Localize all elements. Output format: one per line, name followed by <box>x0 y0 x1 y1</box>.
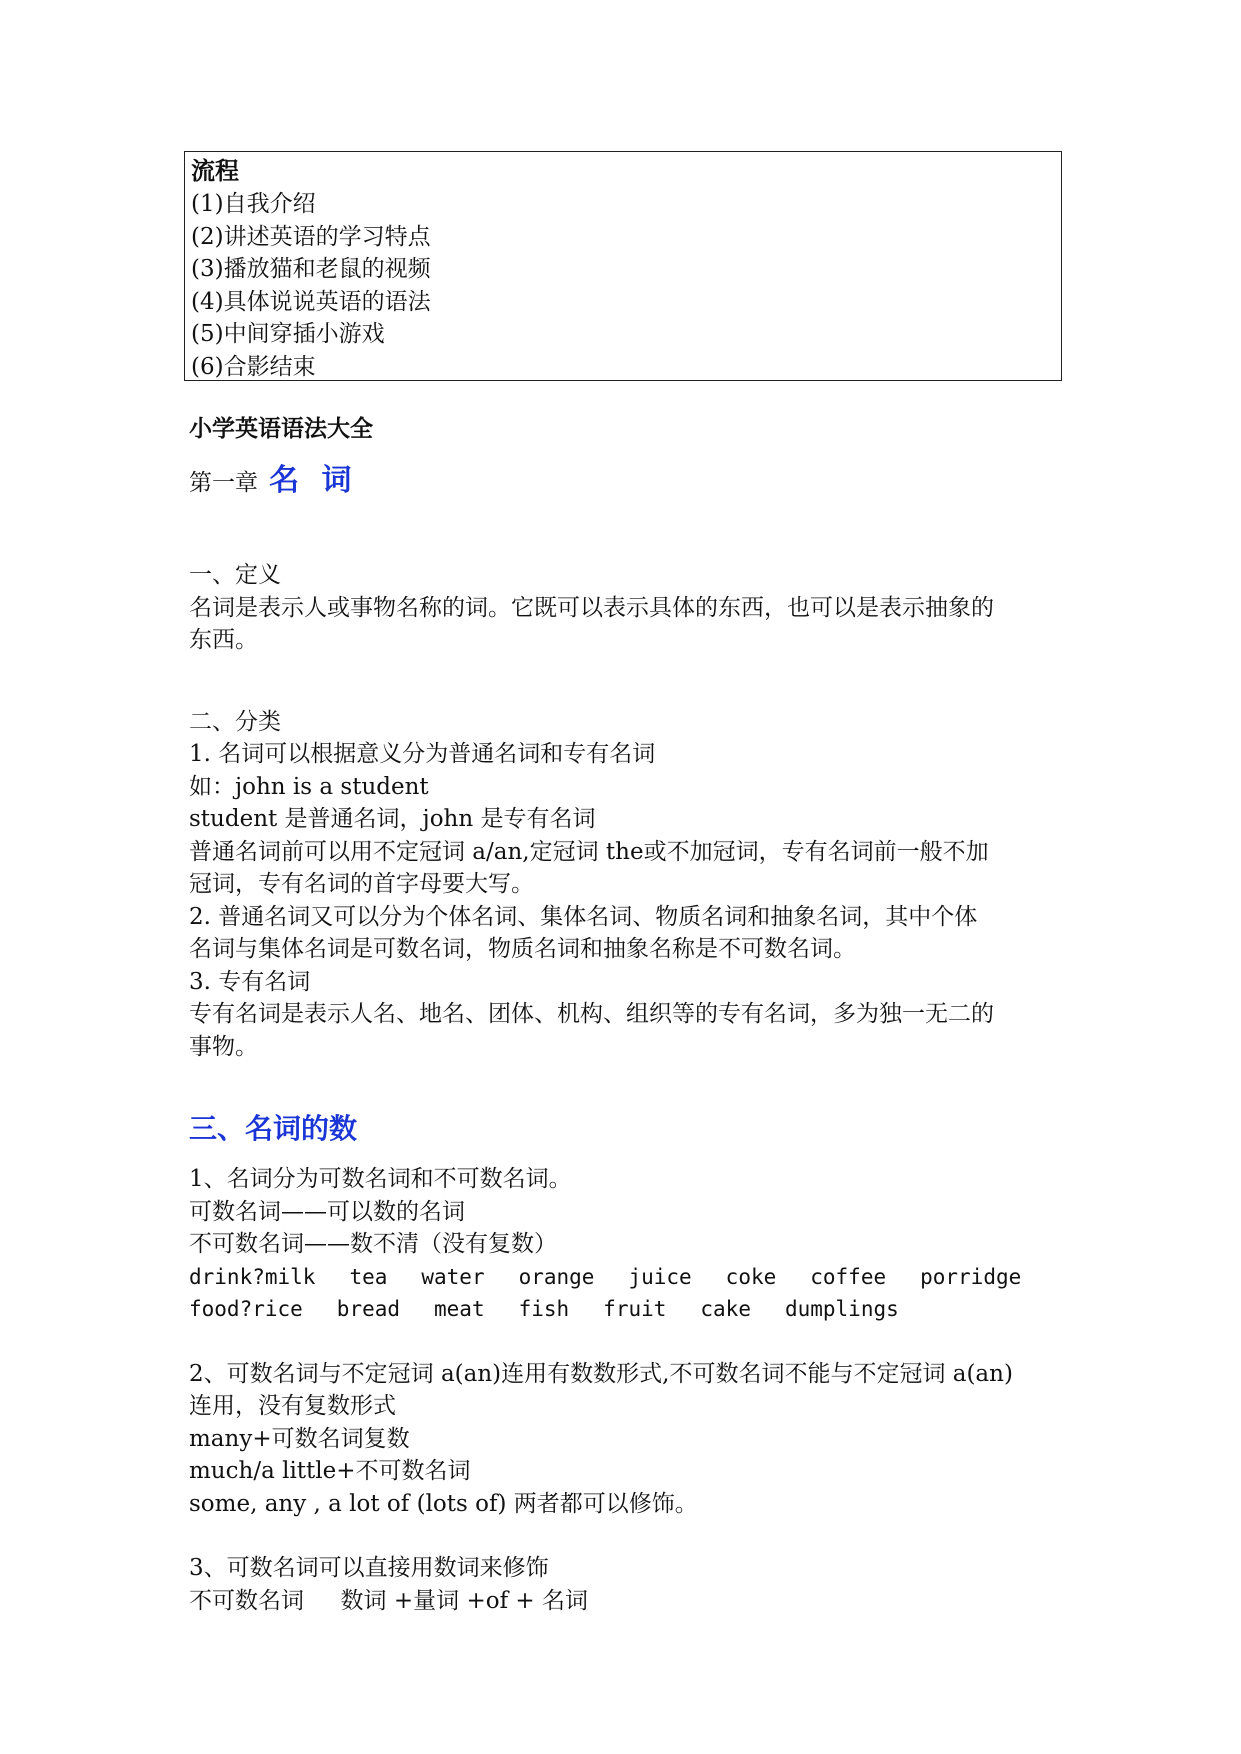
flow-item: (3)播放猫和老鼠的视频 <box>191 256 431 282</box>
flow-item: (2)讲述英语的学习特点 <box>191 223 431 250</box>
word: food?rice <box>189 1297 303 1321</box>
drink-word-row <box>189 1261 1069 1294</box>
word: fish <box>518 1297 570 1321</box>
paragraph-line: 3. 专有名词 <box>189 968 311 995</box>
paragraph-line: 冠词，专有名词的首字母要大写。 <box>189 871 534 897</box>
word: coke <box>725 1264 777 1289</box>
word: coffee <box>810 1264 887 1289</box>
paragraph-line: 东西。 <box>189 627 258 653</box>
flow-title: 流程 <box>191 157 239 185</box>
paragraph-line: many+可数名词复数 <box>189 1425 410 1452</box>
chapter-heading <box>189 456 1069 510</box>
word: porridge <box>920 1264 1022 1289</box>
flow-item: (1)自我介绍 <box>191 191 316 217</box>
paragraph-line: some, any , a lot of (lots of) 两者都可以修饰。 <box>189 1490 698 1517</box>
word: bread <box>336 1297 401 1321</box>
paragraph-line: 如：john is a student <box>189 773 429 800</box>
doc-title: 小学英语语法大全 <box>189 416 373 442</box>
paragraph-line: 名词是表示人或事物名称的词。它既可以表示具体的东西，也可以是表示抽象的 <box>189 594 994 621</box>
paragraph-line: 专有名词是表示人名、地名、团体、机构、组织等的专有名词，多为独一无二的 <box>189 1001 994 1027</box>
paragraph-line: 可数名词——可以数的名词 <box>189 1198 465 1225</box>
paragraph-line: 不可数名词 数词 +量词 +of + 名词 <box>189 1587 588 1614</box>
word: meat <box>434 1297 485 1321</box>
paragraph-line: 普通名词前可以用不定冠词 a/an,定冠词 the或不加冠词，专有名词前一般不加 <box>189 838 989 865</box>
section-heading-definition: 一、定义 <box>189 562 281 588</box>
paragraph-line: much/a little+不可数名词 <box>189 1458 471 1484</box>
document-body <box>189 412 1069 1617</box>
paragraph-line: 2、可数名词与不定冠词 a(an)连用有数数形式,不可数名词不能与不定冠词 a(an) <box>189 1360 1013 1387</box>
paragraph-line: 2. 普通名词又可以分为个体名词、集体名词、物质名词和抽象名词，其中个体 <box>189 903 978 930</box>
paragraph-line: 名词与集体名词是可数名词，物质名词和抽象名称是不可数名词。 <box>189 936 856 962</box>
word: dumplings <box>784 1297 899 1321</box>
flow-item: (5)中间穿插小游戏 <box>191 321 385 347</box>
paragraph-line: student 是普通名词，john 是专有名词 <box>189 806 596 832</box>
food-word-row <box>189 1293 1069 1326</box>
word: fruit <box>603 1297 667 1321</box>
word: drink?milk <box>189 1264 316 1289</box>
chapter-prefix: 第一章 <box>189 470 258 496</box>
paragraph-line: 3、可数名词可以直接用数词来修饰 <box>189 1555 549 1581</box>
paragraph-line: 1. 名词可以根据意义分为普通名词和专有名词 <box>189 741 656 767</box>
word: cake <box>700 1297 751 1321</box>
paragraph-line: 不可数名词——数不清（没有复数） <box>189 1231 557 1257</box>
flow-item: (6)合影结束 <box>191 353 316 380</box>
paragraph-line: 1、名词分为可数名词和不可数名词。 <box>189 1166 572 1192</box>
section-heading-noun-number: 三、名词的数 <box>189 1112 358 1145</box>
word: water <box>421 1264 485 1289</box>
paragraph-line: 事物。 <box>189 1033 258 1060</box>
word: orange <box>518 1264 595 1289</box>
chapter-name: 名 词 <box>269 463 358 498</box>
word: tea <box>349 1264 388 1289</box>
paragraph-line: 连用，没有复数形式 <box>189 1393 396 1419</box>
flow-item: (4)具体说说英语的语法 <box>191 288 431 315</box>
section-heading-classification: 二、分类 <box>189 708 281 735</box>
flow-box <box>184 151 1062 381</box>
word: juice <box>628 1264 692 1289</box>
